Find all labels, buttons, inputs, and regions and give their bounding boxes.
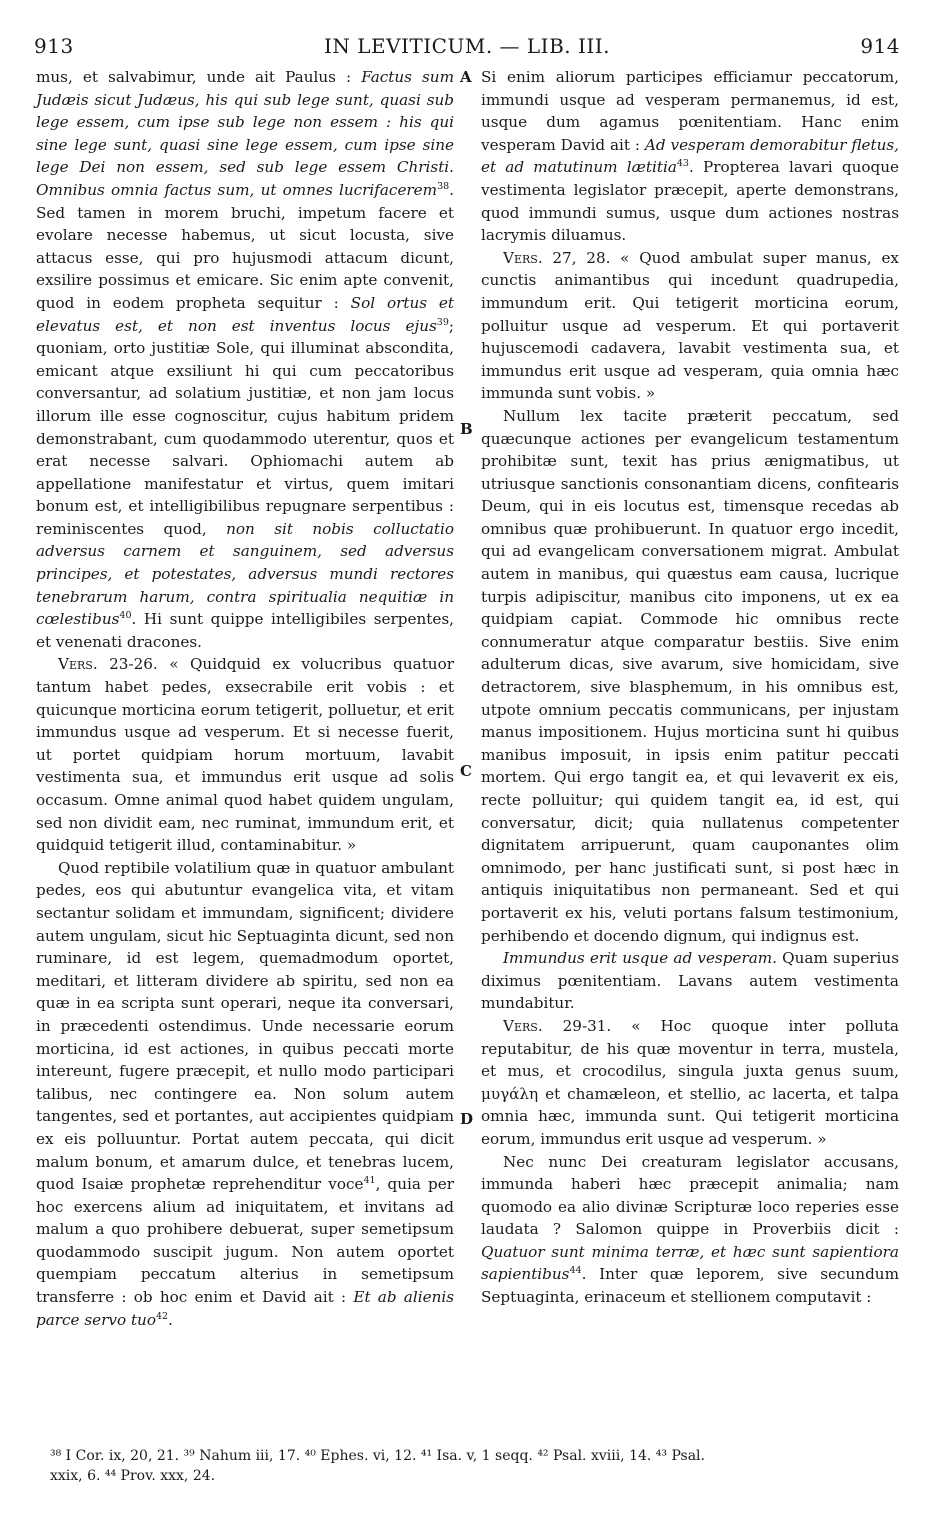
footnote-ref: 42 xyxy=(155,1310,169,1322)
page-number-right: 914 xyxy=(860,34,900,58)
left-column xyxy=(36,66,454,1331)
right-paragraph-3: Nullum lex tacite præterit peccatum, sed quæcunque actiones per evangelicum testamentum prohibitæ sunt, texit has prius ænigmatibus, ut utriusque sanctionis consonantiam dicens, confitearis Deum, qui in eis locutus est, timensque recedas ab omnibus quæ prohibuerunt. In quatuor ergo incedit, qui ad evangelicam conversationem migrat. Ambulat autem in manibus, qui quæstus eam causa, lucrique turpis adipiscitur, manibus cito imponens, ut ex ea quidpiam capiat. Commode hic omnibus recte connumeratur atque comparatur bestiis. Sive enim adulterum dicas, sive avarum, sive homicidam, sive detractorem, sive blasphemum, in his omnibus est, utpote omnium peccatis communicans, per injustam manus impositionem. Hujus morticina sunt hi quibus manibus imposuit, in ipsis enim patitur peccati mortem. Qui ergo tangit ea, et qui levaverit ex eis, recte polluitur; qui quidem tangit ea, id est, qui conversatur, dicit; quia nullatenus competenter dignitatem arripuerunt, quam cauponantes olim omnimodo, per hanc justificati sunt, si post hæc in antiquis iniquitatibus non permaneant. Sed et qui portaverit ex his, veluti portans falsum testimonium, perhibendo et docendo dignum, qui indignus est. xyxy=(481,406,899,945)
right-column xyxy=(481,66,899,1309)
margin-letter-d: D xyxy=(460,1110,474,1128)
left-paragraph-2: Vers. 23-26. « Quidquid ex volucribus quatuor tantum habet pedes, exsecrabile erit vobis : et quicunque morticina eorum tetigerit, polluetur, et erit immundus usque ad vesperum. Et si necesse fuerit, ut portet quidpiam horum mortuum, lavabit vestimenta sua, et immundus erit usque ad solis occasum. Omne animal quod habet quidem ungulam, sed non dividit eam, nec ruminat, immundum erit, et quidquid tetigerit illud, contaminabitur. » xyxy=(36,655,454,855)
footnote-line-1: ³⁸ I Cor. ix, 20, 21. ³⁹ Nahum iii, 17. ⁴⁰ Ephes. vi, 12. ⁴¹ Isa. v, 1 seqq. ⁴² Psal. xviii, 14. ⁴³ Psal. xyxy=(50,1448,705,1464)
footnote-ref: 41 xyxy=(363,1175,376,1187)
right-paragraph-6: Nec nunc Dei creaturam legislator accusans, immunda haberi hæc præcepit animalia; nam quomodo ea alio divinæ Scripturæ loco reperies esse laudata ? Salomon quippe in Proverbiis dicit : Quatuor sunt minima terræ, et hæc sunt sapientiora sapientibus$^{44}$. Inter quæ leporem, sive secundum Septuaginta, erinaceum et stellionem computavit : xyxy=(481,1152,899,1307)
quote: Sol ortus et elevatus est, et non est inventus locus ejus xyxy=(36,293,454,335)
footnote-ref: 44 xyxy=(569,1265,582,1277)
right-paragraph-2: Vers. 27, 28. « Quod ambulat super manus, ex cunctis animantibus qui incedunt quadrupedia, immundum erit. Qui tetigerit morticina eorum, polluitur usque ad vesperum. Et qui portaverit hujuscemodi cadavera, lavabit vestimenta sua, et immundus erit usque ad vesperam, quia omnia hæc immunda sunt vobis. » xyxy=(481,248,899,403)
greek-word: μυγάλη xyxy=(481,1084,539,1103)
running-title: IN LEVITICUM. — LIB. III. xyxy=(323,34,611,58)
footnote-ref: 39 xyxy=(436,316,449,328)
running-header xyxy=(34,34,900,62)
quote: Quatuor sunt minima terræ, et hæc sunt sapientiora sapientibus xyxy=(481,1242,899,1284)
margin-letter-a: A xyxy=(460,68,472,86)
quote: Ad vesperam demorabitur fletus, et ad matutinum lætitia xyxy=(481,135,899,177)
verse-ref: Vers. 23-26. xyxy=(58,655,158,674)
quote: Immundus erit usque ad vesperam. xyxy=(503,949,777,968)
right-paragraph-4: Immundus erit usque ad vesperam. Quam superius diximus pœnitentiam. Lavans autem vestimenta mundabitur. xyxy=(481,949,899,1013)
margin-letter-c: C xyxy=(460,762,472,780)
footnote-ref: 38 xyxy=(437,180,450,192)
footnote-ref: 40 xyxy=(119,610,132,622)
margin-letter-b: B xyxy=(460,420,473,438)
quote: Et ab alienis parce servo tuo xyxy=(36,1288,455,1329)
quote: non sit nobis colluctatio adversus carnem et sanguinem, sed adversus principes, et potestates, adversus mundi rectores tenebrarum harum, contra spiritualia nequitiæ in cœlestibus xyxy=(36,519,454,629)
left-paragraph-3: Quod reptibile volatilium quæ in quatuor ambulant pedes, eos qui abutuntur evangelica vita, et vitam sectantur solidam et immundam, significent; dividere autem ungulam, sicut hic Septuaginta dicunt, sed non ruminare, id est legem, quemadmodum oportet, meditari, et litteram dividere ab spiritu, sed non ea quæ in ea scripta sunt operari, neque ita conversari, in præcedenti ostendimus. Unde necessarie eorum morticina, id est actiones, in quibus peccati morte intereunt, fugere præcepit, et nullo modo participari talibus, nec contingere ea. Non solum autem tangentes, sed et portantes, aut accipientes quidpiam ex eis polluuntur. Portat autem peccata, qui dicit malum bonum, et amarum dulce, et tenebras lucem, quod Isaiæ prophetæ reprehenditur voce$^{41}$, quia per hoc exercens alium ad iniquitatem, et invitans ad malum a quo prohibere debuerat, super semetipsum quodammodo suscipit jugum. Non autem oportet quempiam peccatum alterius in semetipsum transferre : ob hoc enim et David ait : Et ab alienis parce servo tuo$^{42}$. xyxy=(36,858,455,1329)
page-number-left: 913 xyxy=(34,34,74,58)
verse-ref: Vers. 27, 28. xyxy=(503,248,611,267)
left-paragraph-1: mus, et salvabimur, unde ait Paulus : Factus sum Judæis sicut Judæus, his qui sub lege sunt, quasi sub lege essem, cum ipse sub lege non essem : his qui sine lege sunt, quasi sine lege essem, cum ipse sine lege Dei non essem, sed sub lege essem Christi. Omnibus omnia factus sum, ut omnes lucrifacerem$^{38}$. Sed tamen in morem bruchi, impetum facere et evolare necesse habemus, ut sicut locusta, sive attacus esse, qui pro hujusmodi attacum dicunt, exsilire possimus et emicare. Sic enim apte convenit, quod in eodem propheta sequitur : Sol ortus et elevatus est, et non est inventus locus ejus$^{39}$; quoniam, orto justitiæ Sole, qui illuminat abscondita, emicant atque exsiliunt hi qui cum peccatoribus conversantur, ad solatium justitiæ, et non jam locus illorum ille esse cognoscitur, cujus habitum pridem demonstrabant, cum quodammodo uterentur, quos et erat necesse salvari. Ophiomachi autem ab appellatione manifestatur et virtus, quem imitari bonum est, et intelligibilibus repugnare serpentibus : reminiscentes quod, non sit nobis colluctatio adversus carnem et sanguinem, sed adversus principes, et potestates, adversus mundi rectores tenebrarum harum, contra spiritualia nequitiæ in cœlestibus$^{40}$. Hi sunt quippe intelligibiles serpentes, et venenati dracones. xyxy=(36,68,454,651)
footnote-line-2: xxix, 6. ⁴⁴ Prov. xxx, 24. xyxy=(50,1468,216,1484)
footnotes xyxy=(50,1446,900,1486)
quote: Factus sum Judæis sicut Judæus, his qui sub lege sunt, quasi sub lege essem, cum ipse sub lege non essem : his qui sine lege sunt, quasi sine lege essem, cum ipse sine lege Dei non essem, sed sub lege essem Christi. Omnibus omnia factus sum, ut omnes lucrifacerem xyxy=(36,68,454,199)
right-paragraph-5: Vers. 29-31. « Hoc quoque inter polluta reputabitur, de his quæ moventur in terra, mustela, et mus, et crocodilus, singula juxta genus suum, μυγάλη et chamæleon, et stellio, ac lacerta, et talpa omnia hæc, immunda sunt. Qui tetigerit morticina eorum, immundus erit usque ad vesperum. » xyxy=(481,1016,899,1148)
right-paragraph-1: Si enim aliorum participes efficiamur peccatorum, immundi usque ad vesperam permanemus, id est, usque dum agamus pœnitentiam. Hanc enim vesperam David ait : Ad vesperam demorabitur fletus, et ad matutinum lætitia$^{43}$. Propterea lavari quoque vestimenta legislator præcepit, aperte demonstrans, quod immundi sumus, usque dum actiones nostras lacrymis diluamus. xyxy=(481,68,899,245)
verse-ref: Vers. 29-31. xyxy=(503,1016,612,1035)
footnote-ref: 43 xyxy=(676,158,689,170)
